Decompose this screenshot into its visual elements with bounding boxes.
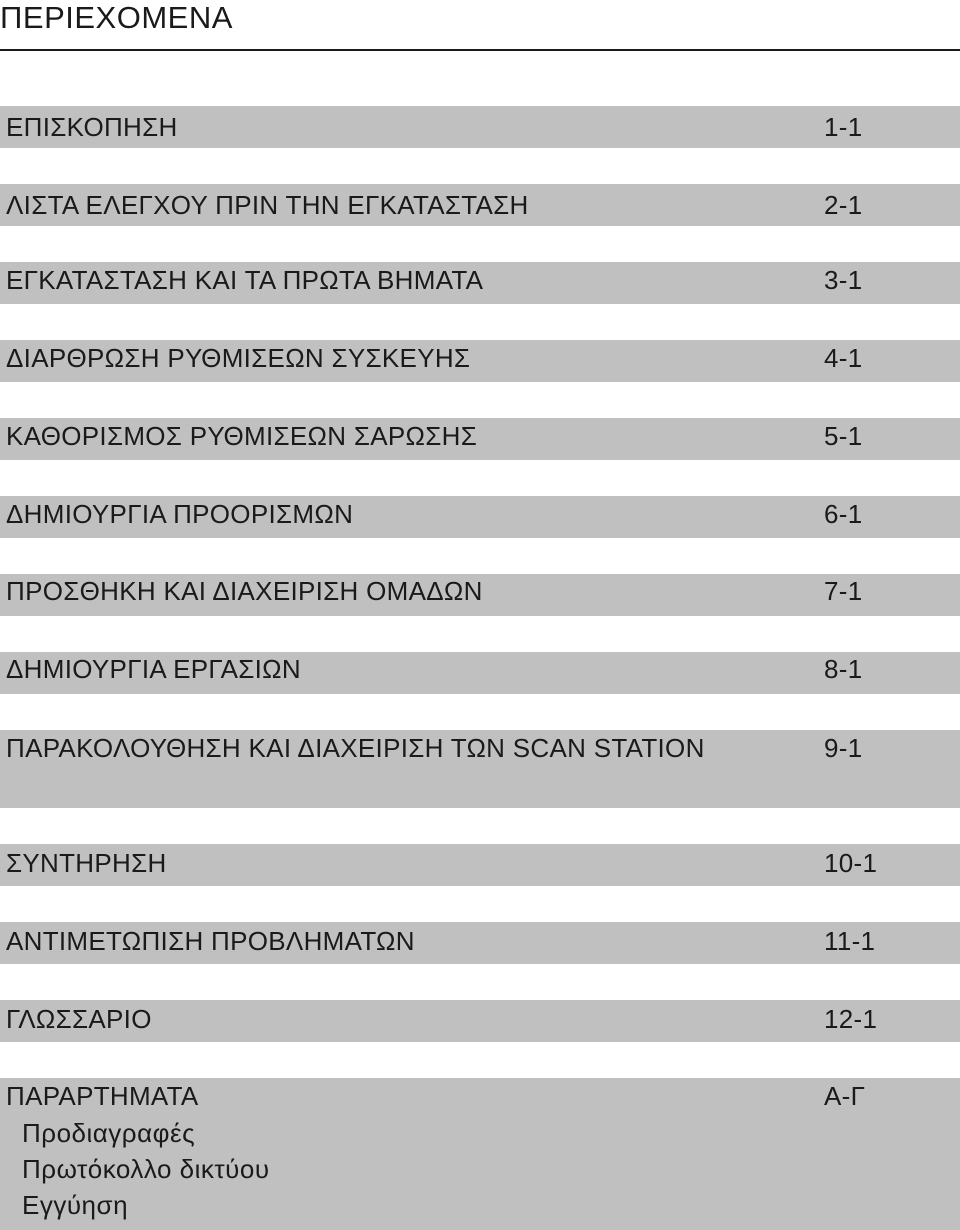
toc-entry-page: Α-Γ xyxy=(824,1081,866,1111)
toc-row-scan-settings[interactable] xyxy=(0,418,960,460)
toc-entry-page: 10-1 xyxy=(824,848,878,878)
toc-entry-page: 8-1 xyxy=(824,654,863,684)
toc-row-checklist[interactable] xyxy=(0,184,960,226)
toc-entry-label: ΔΗΜΙΟΥΡΓΙΑ ΕΡΓΑΣΙΩΝ xyxy=(6,654,301,684)
toc-entry-page: 2-1 xyxy=(824,190,863,220)
toc-row-installation[interactable] xyxy=(0,262,960,304)
appendix-item-specifications[interactable]: Προδιαγραφές xyxy=(22,1118,196,1148)
toc-entry-label: ΠΡΟΣΘΗΚΗ ΚΑΙ ΔΙΑΧΕΙΡΙΣΗ ΟΜΑΔΩΝ xyxy=(6,576,483,606)
toc-entry-label: ΛΙΣΤΑ ΕΛΕΓΧΟΥ ΠΡΙΝ ΤΗΝ ΕΓΚΑΤΑΣΤΑΣΗ xyxy=(6,190,529,220)
toc-entry-page: 11-1 xyxy=(824,926,876,956)
toc-row-destinations[interactable] xyxy=(0,496,960,538)
toc-entry-label: ΚΑΘΟΡΙΣΜΟΣ ΡΥΘΜΙΣΕΩΝ ΣΑΡΩΣΗΣ xyxy=(6,421,478,451)
toc-entry-label: ΔΙΑΡΘΡΩΣΗ ΡΥΘΜΙΣΕΩΝ ΣΥΣΚΕΥΗΣ xyxy=(6,343,471,373)
toc-entry-page: 6-1 xyxy=(824,499,863,529)
toc-entry-page: 1-1 xyxy=(824,112,863,142)
toc-row-device-settings[interactable] xyxy=(0,340,960,382)
toc-entry-page: 12-1 xyxy=(824,1004,878,1034)
title-divider xyxy=(0,49,960,51)
toc-entry-label: ΔΗΜΙΟΥΡΓΙΑ ΠΡΟΟΡΙΣΜΩΝ xyxy=(6,499,354,529)
toc-row-overview[interactable] xyxy=(0,106,960,148)
appendix-sublist xyxy=(22,1115,270,1223)
toc-row-groups[interactable] xyxy=(0,574,960,616)
toc-entry-label: ΑΝΤΙΜΕΤΩΠΙΣΗ ΠΡΟΒΛΗΜΑΤΩΝ xyxy=(6,926,415,956)
toc-entry-label: ΠΑΡΑΡΤΗΜΑΤΑ xyxy=(6,1081,199,1111)
toc-row-maintenance[interactable] xyxy=(0,844,960,886)
toc-row-glossary[interactable] xyxy=(0,1000,960,1042)
toc-row-troubleshooting[interactable] xyxy=(0,922,960,964)
toc-entry-page: 9-1 xyxy=(824,733,863,763)
toc-entry-label: ΣΥΝΤΗΡΗΣΗ xyxy=(6,848,167,878)
toc-entry-page: 5-1 xyxy=(824,421,863,451)
toc-entry-label: ΠΑΡΑΚΟΛΟΥΘΗΣΗ ΚΑΙ ΔΙΑΧΕΙΡΙΣΗ ΤΩΝ SCAN STATION xyxy=(6,733,705,763)
toc-entry-page: 4-1 xyxy=(824,343,863,373)
toc-entry-page: 7-1 xyxy=(824,576,863,606)
page-title: ΠΕΡΙΕΧΟΜΕΝΑ xyxy=(0,0,233,35)
toc-entry-label: ΕΓΚΑΤΑΣΤΑΣΗ ΚΑΙ ΤΑ ΠΡΩΤΑ ΒΗΜΑΤΑ xyxy=(6,265,484,295)
appendix-item-warranty[interactable]: Εγγύηση xyxy=(22,1190,129,1220)
toc-entry-page: 3-1 xyxy=(824,265,863,295)
toc-entry-label: ΓΛΩΣΣΑΡΙΟ xyxy=(6,1004,152,1034)
toc-entry-label: ΕΠΙΣΚΟΠΗΣΗ xyxy=(6,112,178,142)
toc-row-jobs[interactable] xyxy=(0,652,960,694)
toc-row-monitoring[interactable] xyxy=(0,730,960,808)
appendix-item-network-protocol[interactable]: Πρωτόκολλο δικτύου xyxy=(22,1154,270,1184)
